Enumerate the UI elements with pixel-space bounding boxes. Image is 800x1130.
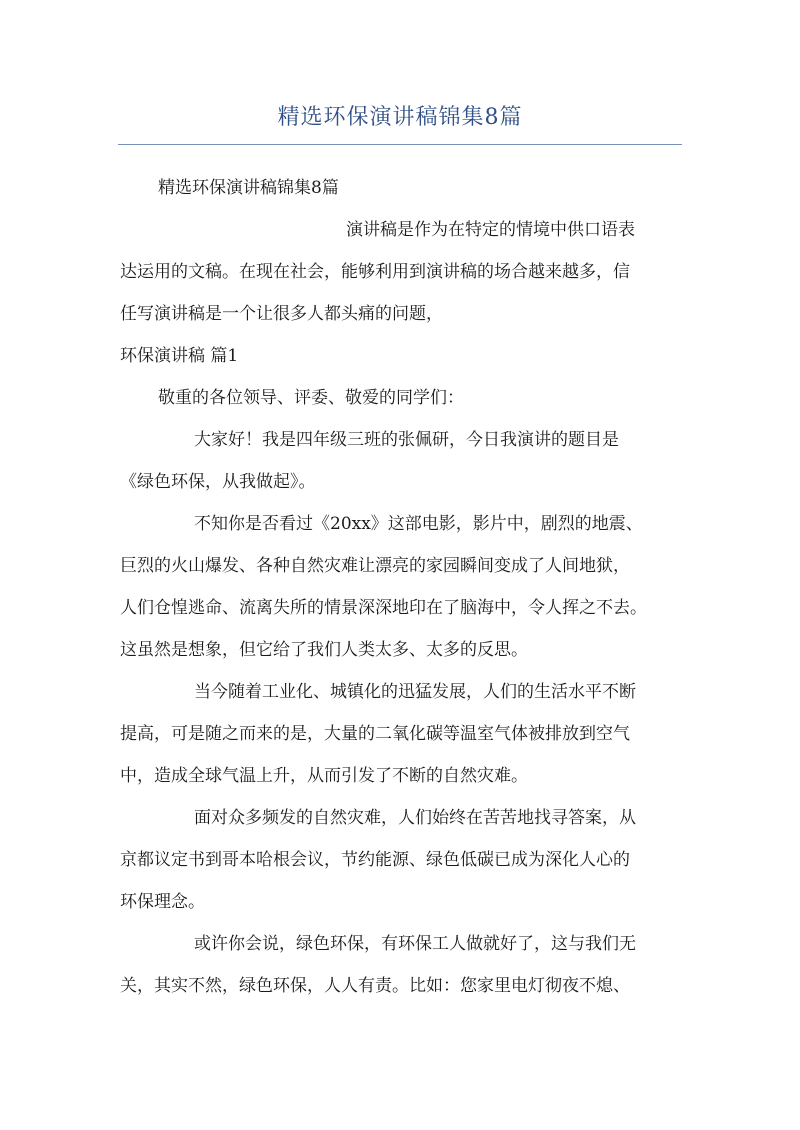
paragraph-line: 当今随着工业化、城镇化的迅猛发展，人们的生活水平不断 <box>194 682 636 702</box>
paragraph-line: 中，造成全球气温上升，从而引发了不断的自然灾难。 <box>120 766 528 786</box>
paragraph-line: 关，其实不然，绿色环保，人人有责。比如：您家里电灯彻夜不熄、 <box>120 976 630 996</box>
paragraph-line: 这虽然是想象，但它给了我们人类太多、太多的反思。 <box>120 640 528 660</box>
paragraph-line: 敬重的各位领导、评委、敬爱的同学们： <box>158 388 464 408</box>
doc-subtitle: 精选环保演讲稿锦集8篇 <box>158 178 339 198</box>
paragraph-line: 不知你是否看过《20xx》这部电影，影片中，剧烈的地震、 <box>194 514 643 534</box>
paragraph-line: 演讲稿是作为在特定的情境中供口语表 <box>346 220 635 240</box>
page-title: 精选环保演讲稿锦集8篇 <box>277 105 523 130</box>
title-divider <box>118 144 682 145</box>
paragraph-line: 京都议定书到哥本哈根会议，节约能源、绿色低碳已成为深化人心的 <box>120 850 630 870</box>
paragraph-line: 面对众多频发的自然灾难，人们始终在苦苦地找寻答案，从 <box>194 808 636 828</box>
paragraph-line: 巨烈的火山爆发、各种自然灾难让漂亮的家园瞬间变成了人间地狱， <box>120 556 630 576</box>
paragraph-line: 或许你会说，绿色环保，有环保工人做就好了，这与我们无 <box>194 934 636 954</box>
paragraph-line: 大家好！我是四年级三班的张佩研，今日我演讲的题目是 <box>194 430 619 450</box>
paragraph-line: 环保理念。 <box>120 892 205 912</box>
paragraph-line: 任写演讲稿是一个让很多人都头痛的问题， <box>120 304 443 324</box>
paragraph-line: 《绿色环保，从我做起》。 <box>120 472 316 492</box>
paragraph-line: 达运用的文稿。在现在社会，能够利用到演讲稿的场合越来越多，信 <box>120 262 630 282</box>
paragraph-line: 提高，可是随之而来的是，大量的二氧化碳等温室气体被排放到空气 <box>120 724 630 744</box>
section-heading: 环保演讲稿 篇1 <box>120 346 239 366</box>
paragraph-line: 人们仓惶逃命、流离失所的情景深深地印在了脑海中，令人挥之不去。 <box>120 598 647 618</box>
